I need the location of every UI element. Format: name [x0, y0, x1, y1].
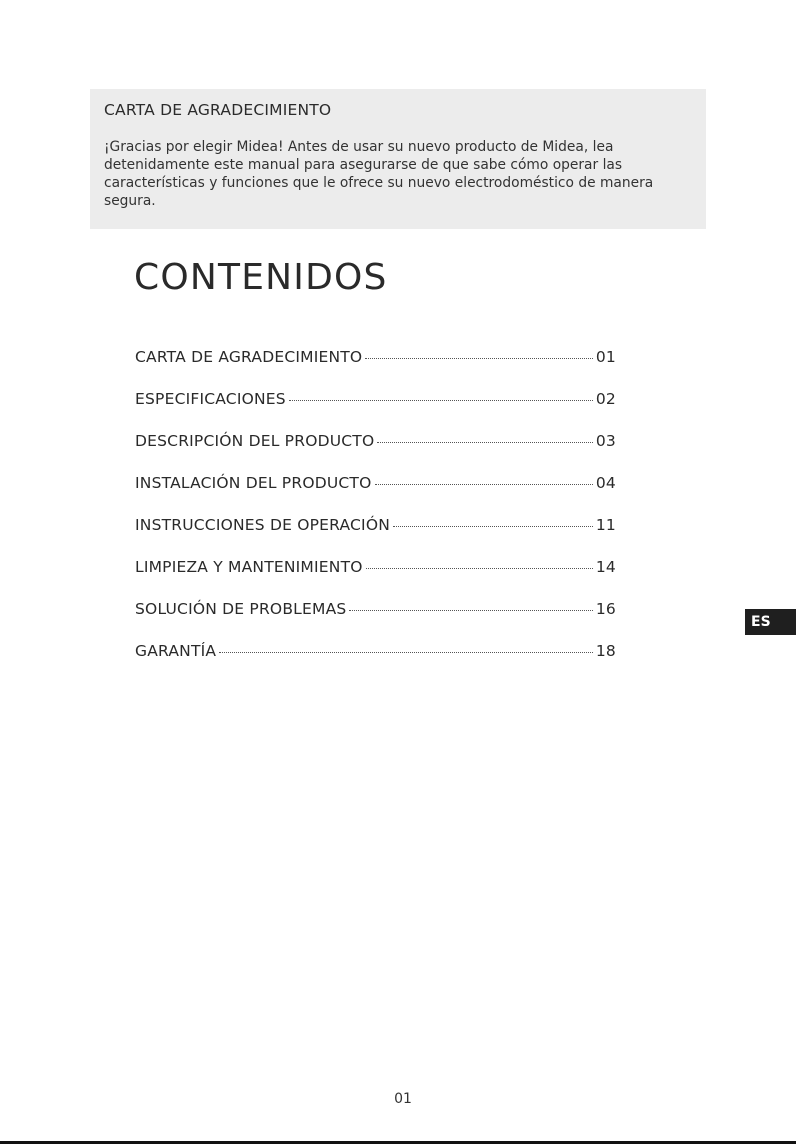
toc-entry — [135, 558, 616, 600]
toc-entry-page: 11 — [595, 516, 616, 534]
page-number: 01 — [394, 1091, 412, 1107]
toc-entry — [135, 516, 616, 558]
contents-title: CONTENIDOS — [134, 257, 388, 298]
toc-entry-label: INSTRUCCIONES DE OPERACIÓN — [135, 516, 391, 534]
toc-entry-label: GARANTÍA — [135, 642, 217, 660]
toc-entry — [135, 432, 616, 474]
toc-entry-label: DESCRIPCIÓN DEL PRODUCTO — [135, 432, 375, 450]
toc-entry-label: SOLUCIÓN DE PROBLEMAS — [135, 600, 347, 618]
toc-dot-leader — [219, 652, 593, 653]
toc-dot-leader — [365, 358, 593, 359]
toc-dot-leader — [366, 568, 593, 569]
toc-dot-leader — [377, 442, 593, 443]
toc-dot-leader — [349, 610, 592, 611]
toc-entry-page: 14 — [595, 558, 616, 576]
toc-entry-page: 03 — [595, 432, 616, 450]
toc-dot-leader — [375, 484, 593, 485]
toc-entry-page: 16 — [595, 600, 616, 618]
table-of-contents — [135, 348, 616, 684]
toc-entry-page: 01 — [595, 348, 616, 366]
thanks-section — [90, 89, 706, 229]
toc-entry — [135, 642, 616, 684]
language-tab: ES — [745, 609, 796, 635]
toc-entry-page: 04 — [595, 474, 616, 492]
toc-entry — [135, 474, 616, 516]
toc-dot-leader — [393, 526, 593, 527]
thanks-title: CARTA DE AGRADECIMIENTO — [104, 101, 332, 119]
toc-entry — [135, 390, 616, 432]
toc-entry-label: ESPECIFICACIONES — [135, 390, 286, 408]
toc-entry-label: LIMPIEZA Y MANTENIMIENTO — [135, 558, 363, 576]
toc-entry-label: CARTA DE AGRADECIMIENTO — [135, 348, 363, 366]
toc-entry — [135, 600, 616, 642]
toc-entry-page: 18 — [595, 642, 616, 660]
toc-entry-page: 02 — [595, 390, 616, 408]
toc-dot-leader — [289, 400, 593, 401]
thanks-body: ¡Gracias por elegir Midea! Antes de usar su nuevo producto de Midea, lea detenidamente este manual para asegurarse de que sabe cómo operar las características y funciones que le ofrece su nuevo electrodoméstico de manera segura. — [104, 139, 654, 209]
toc-entry-label: INSTALACIÓN DEL PRODUCTO — [135, 474, 372, 492]
toc-entry — [135, 348, 616, 390]
